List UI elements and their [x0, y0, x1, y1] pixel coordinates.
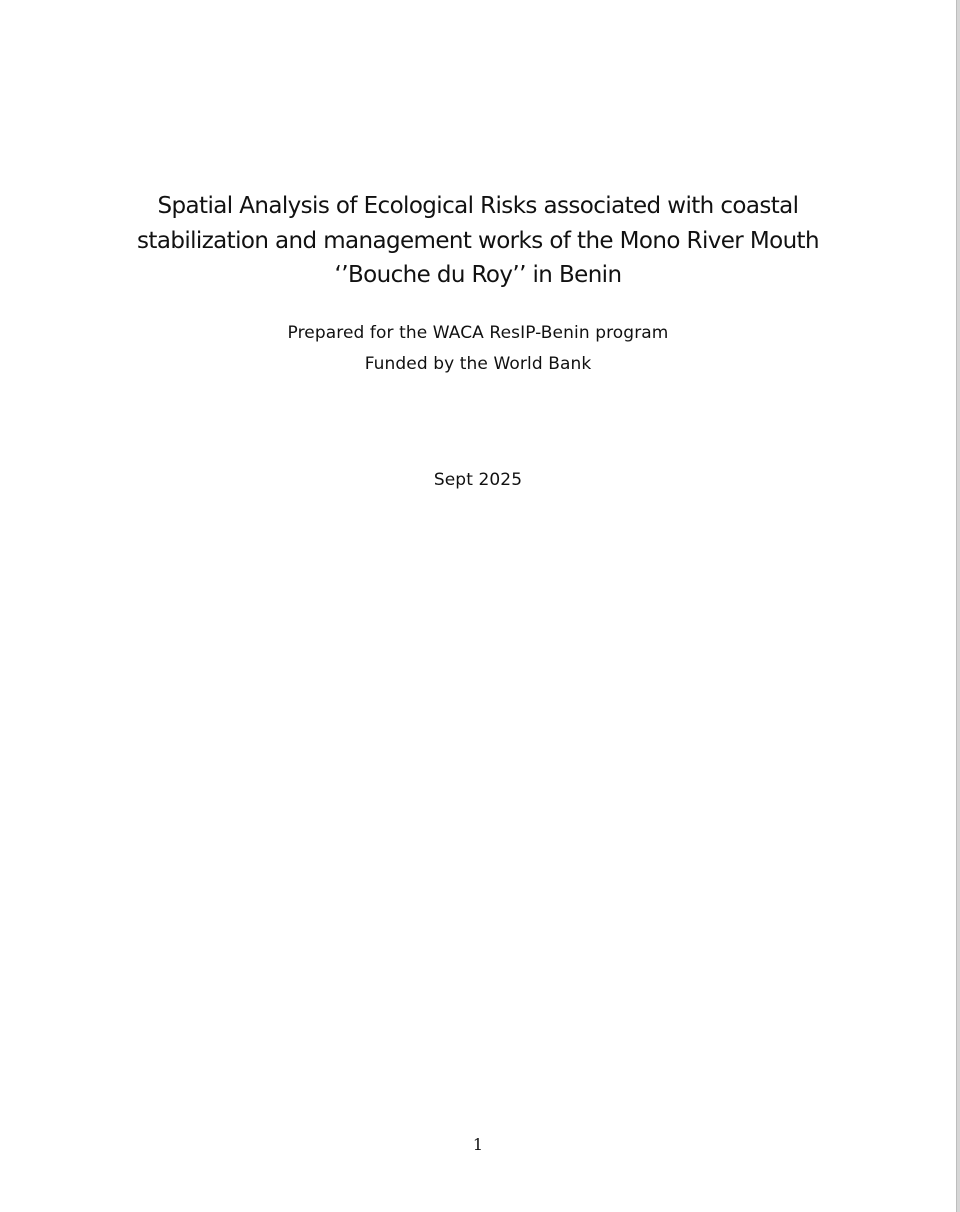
funded-by-line: Funded by the World Bank [364, 354, 592, 374]
page-edge-divider [956, 0, 960, 1212]
page-number: 1 [472, 1135, 484, 1154]
title-line-1: Spatial Analysis of Ecological Risks associated with coastal [157, 193, 799, 219]
document-date: Sept 2025 [433, 470, 523, 490]
prepared-for-line: Prepared for the WACA ResIP-Benin program [287, 323, 669, 343]
title-line-2: stabilization and management works of the Mono River Mouth [137, 227, 819, 254]
document-title [0, 189, 956, 293]
title-line-3: ‘’Bouche du Roy’’ in Benin [334, 262, 622, 288]
